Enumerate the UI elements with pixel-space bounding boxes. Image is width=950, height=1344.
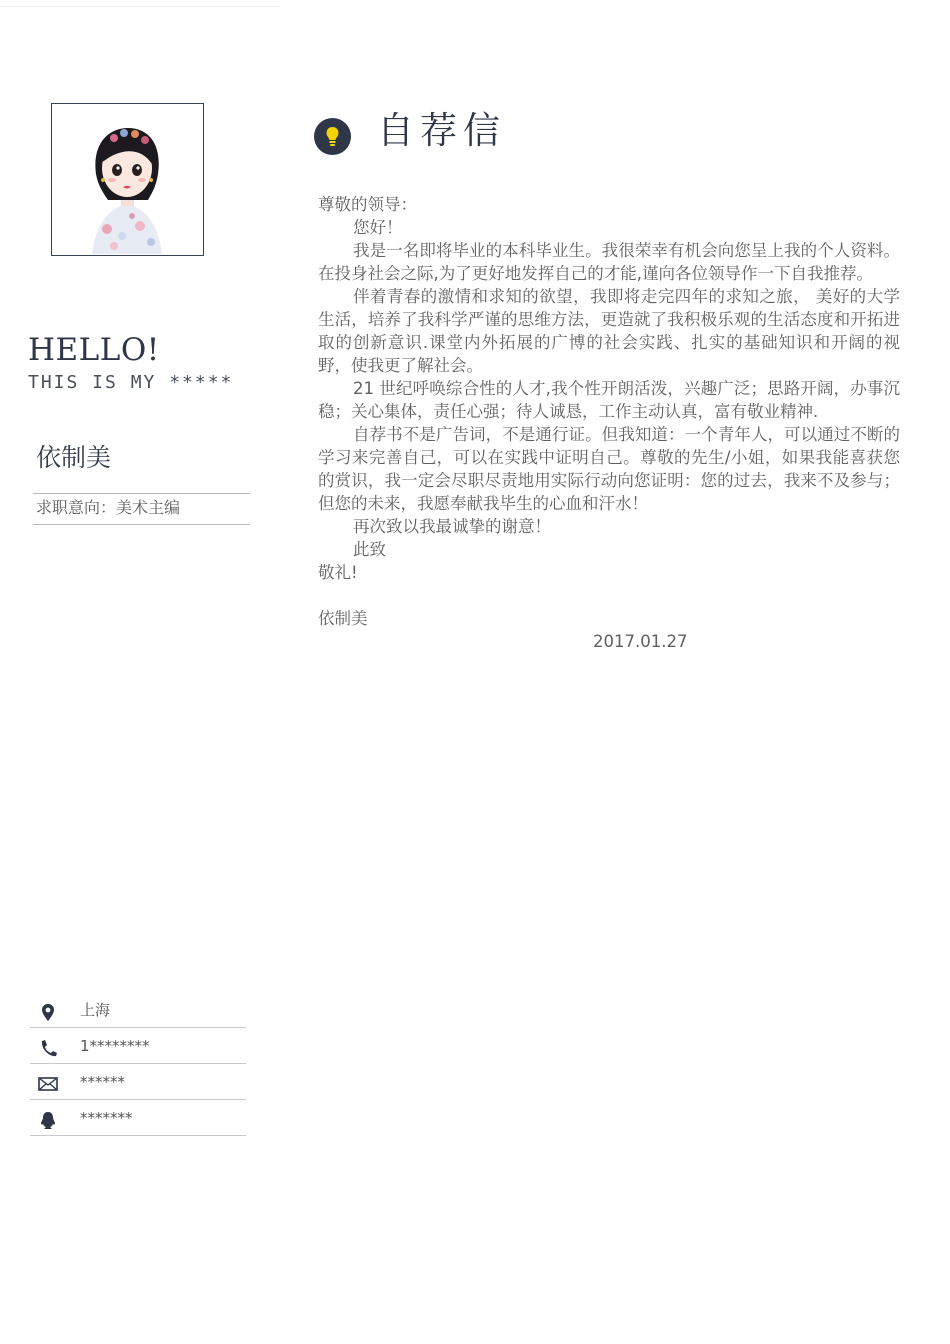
profile-photo: [51, 103, 204, 256]
letter-paragraph: 自荐书不是广告词，不是通行证。但我知道：一个青年人，可以通过不断的学习来完善自己，可以在实践中证明自己。尊敬的先生/小姐，如果我能喜获您的赏识，我一定会尽职尽责地用实际行动向您证明：您的过去，我来不及参与；但您的未来，我愿奉献我毕生的心血和汗水！: [318, 425, 900, 513]
phone-icon: [37, 1038, 59, 1058]
lightbulb-icon: [314, 118, 351, 155]
intent-divider-bottom: [33, 524, 250, 525]
letter-date: 2017.01.27: [593, 632, 688, 651]
page-title: 自荐信: [377, 109, 506, 152]
letter-paragraph: 21 世纪呼唤综合性的人才,我个性开朗活泼，兴趣广泛；思路开阔，办事沉稳；关心集体，责任心强；待人诚恳，工作主动认真，富有敬业精神.: [318, 379, 900, 421]
qq-penguin-icon: [37, 1110, 59, 1130]
letter-paragraph: 伴着青春的激情和求知的欲望，我即将走完四年的求知之旅， 美好的大学生活，培养了我科学严谨的思维方法，更造就了我积极乐观的生活态度和开拓进取的创新意识.课堂内外拓展的广博的社会实践、扎实的基础知识和开阔的视野，使我更了解社会。: [318, 287, 900, 375]
letter-paragraph: 再次致以我最诚挚的谢意！: [353, 517, 551, 536]
letter-signature: 依制美: [318, 609, 368, 628]
letter-greeting: 尊敬的领导：: [318, 195, 417, 214]
contact-location: [30, 992, 246, 1028]
hello-heading: [28, 330, 233, 396]
contact-qq-text: *******: [80, 1109, 133, 1127]
cover-letter-body: [318, 193, 900, 653]
job-intent: 求职意向：美术主编: [36, 498, 181, 517]
contact-phone: [30, 1028, 246, 1064]
location-pin-icon: [37, 1002, 59, 1022]
intent-divider-top: [33, 493, 250, 494]
contact-phone-text: 1********: [80, 1037, 150, 1055]
letter-salute: 敬礼!: [318, 563, 358, 582]
letter-paragraph: 此致: [353, 540, 386, 559]
letter-spacer: [318, 584, 900, 607]
contact-location-text: 上海: [80, 1001, 111, 1019]
top-divider: [0, 6, 280, 7]
this-is-my-text: THIS IS MY *****: [28, 372, 234, 393]
contact-qq: [30, 1100, 246, 1136]
letter-paragraph: 我是一名即将毕业的本科毕业生。我很荣幸有机会向您呈上我的个人资料。在投身社会之际,为了更好地发挥自己的才能,谨向各位领导作一下自我推荐。: [318, 241, 900, 283]
applicant-name: 依制美: [36, 443, 112, 472]
contact-list: [30, 992, 246, 1136]
letter-hello: 您好！: [353, 218, 403, 237]
hello-text: HELLO!: [28, 332, 160, 368]
contact-email-text: ******: [80, 1073, 125, 1091]
contact-email: [30, 1064, 246, 1100]
envelope-icon: [37, 1074, 59, 1094]
